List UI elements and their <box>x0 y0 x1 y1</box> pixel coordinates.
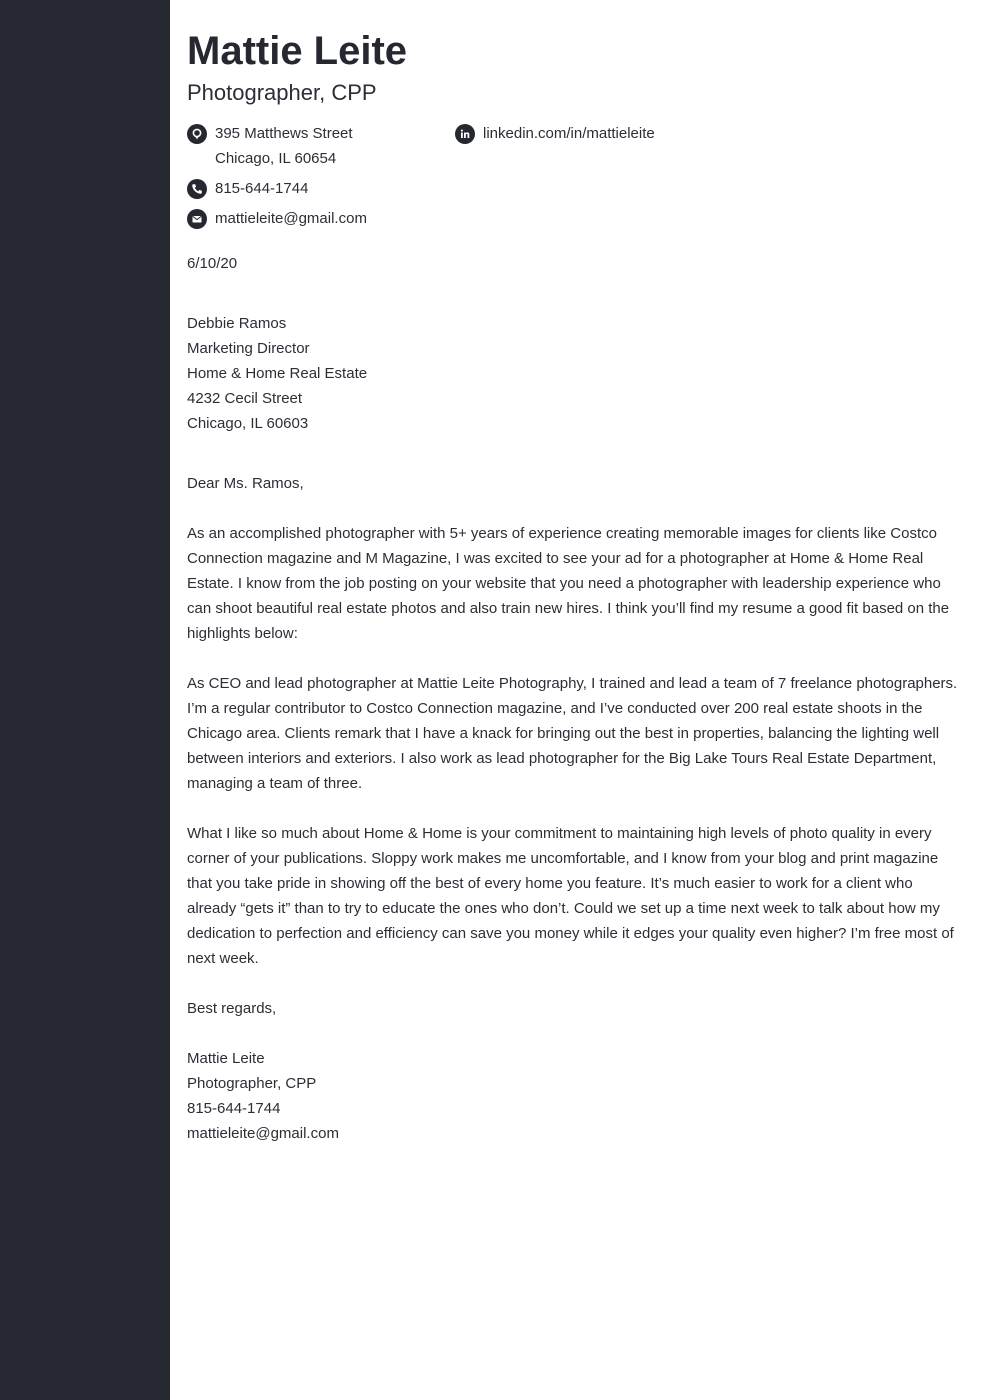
recipient-street: 4232 Cecil Street <box>187 390 303 407</box>
recipient-block <box>187 311 962 436</box>
job-title: Photographer, CPP <box>187 80 377 105</box>
recipient-city: Chicago, IL 60603 <box>187 415 309 432</box>
email-address: mattieleite@gmail.com <box>215 210 367 227</box>
body-paragraph: As an accomplished photographer with 5+ years of experience creating memorable images for clients like Costco Connection magazine and M Magazine, I was excited to see your ad for a photographer at Home & Home Real Estate. I know from the job posting on your website that you need a photographer with leadership experience who can shoot beautiful real estate photos and also train new hires. I think you’ll find my resume a good fit based on the highlights below: <box>187 525 950 642</box>
salutation: Dear Ms. Ramos, <box>187 475 304 492</box>
address-line-1: 395 Matthews Street <box>215 125 353 142</box>
signature-name: Mattie Leite <box>187 1050 265 1067</box>
recipient-company: Home & Home Real Estate <box>187 365 368 382</box>
body-paragraph: As CEO and lead photographer at Mattie Leite Photography, I trained and lead a team of 7 freelance photographers. I’m a regular contributor to Costco Connection magazine, and I’ve conducted over 200 real estate shoots in the Chicago area. Clients remark that I have a knack for bringing out the best in properties, balancing the lighting well between interiors and exteriors. I also work as lead photographer for the Big Lake Tours Real Estate Department, managing a team of three. <box>187 675 958 792</box>
closing: Best regards, <box>187 1000 277 1017</box>
linkedin-url[interactable]: linkedin.com/in/mattieleite <box>483 125 655 142</box>
contact-address <box>187 121 353 171</box>
phone-number: 815-644-1744 <box>215 180 309 197</box>
address-line-2: Chicago, IL 60654 <box>215 150 337 167</box>
signature-title: Photographer, CPP <box>187 1075 317 1092</box>
signature-phone: 815-644-1744 <box>187 1100 281 1117</box>
phone-icon <box>187 179 207 199</box>
recipient-name: Debbie Ramos <box>187 315 287 332</box>
page-title: Mattie Leite <box>187 29 408 73</box>
signature-email: mattieleite@gmail.com <box>187 1125 339 1142</box>
sidebar-panel <box>0 0 170 1400</box>
recipient-position: Marketing Director <box>187 340 310 357</box>
email-icon <box>187 209 207 229</box>
body-paragraph: What I like so much about Home & Home is your commitment to maintaining high levels of photo quality in every corner of your publications. Sloppy work makes me uncomfortable, and I know from your blog and print magazine that you take pride in showing off the best of every home you feature. It’s much easier to work for a client who already “gets it” than to try to educate the ones who don’t. Could we set up a time next week to talk about how my dedication to perfection and efficiency can save you money while it edges your quality even higher? I’m free most of next week. <box>187 825 954 967</box>
contact-phone <box>187 176 308 201</box>
signature-block <box>187 1046 962 1146</box>
contact-email <box>187 206 367 231</box>
location-pin-icon <box>187 124 207 144</box>
letter-date: 6/10/20 <box>187 255 238 272</box>
linkedin-icon <box>455 124 475 144</box>
contact-linkedin <box>455 121 655 146</box>
